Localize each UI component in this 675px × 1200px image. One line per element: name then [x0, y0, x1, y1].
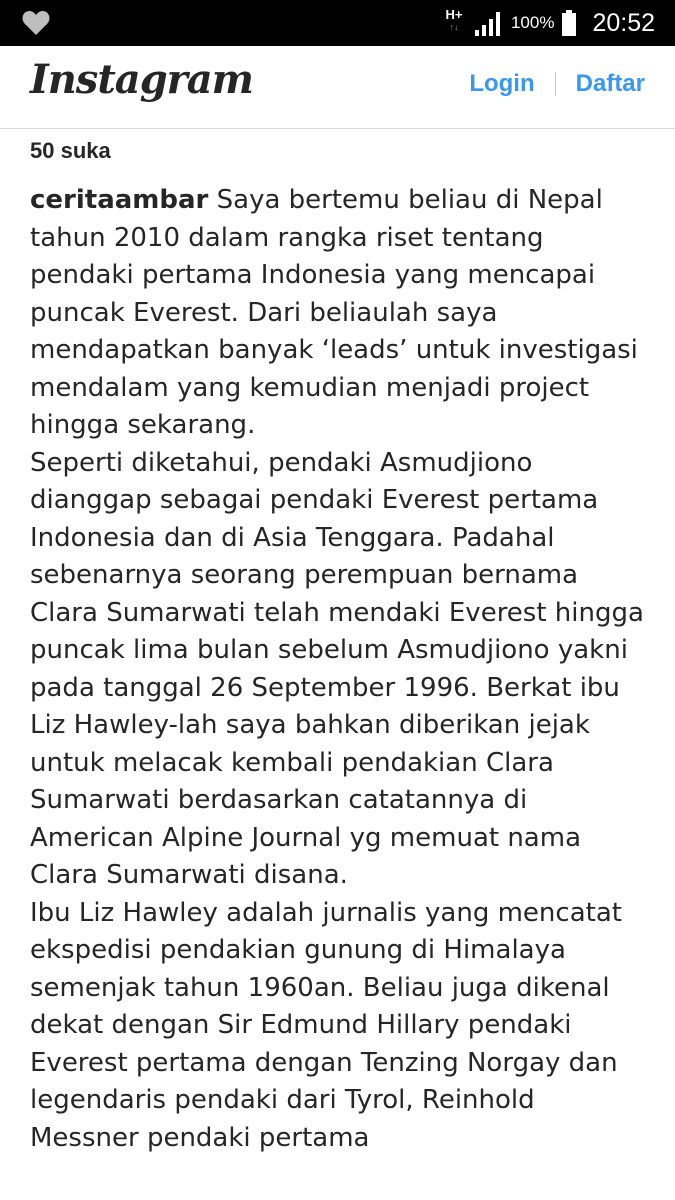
network-type: H+ ↑↓ [443, 9, 465, 33]
username-link[interactable]: ceritaambar [30, 185, 209, 215]
clock: 20:52 [592, 8, 655, 37]
caption-paragraph: Seperti diketahui, pendaki Asmudjiono dianggap sebagai pendaki Everest pertama Indonesia dan di Asia Tenggara. Padahal sebenarnya seorang perempuan bernama Clara Sumarwati telah mendaki Everest hingga puncak lima bulan sebelum Asmudjiono yakni pada tanggal 26 September 1996. Berkat ibu Liz Hawley-lah saya bahkan diberikan jejak untuk melacak kembali pendakian Clara Sumarwati berdasarkan catatannya di American Alpine Journal yg memuat nama Clara Sumarwati disana. [30, 447, 644, 890]
app-header [0, 46, 675, 129]
status-indicators [443, 0, 655, 46]
caption-paragraph [30, 182, 650, 445]
heart-icon [22, 10, 50, 36]
signup-link[interactable]: Daftar [575, 70, 645, 97]
signal-icon [473, 8, 503, 38]
battery-percent: 100% [510, 13, 555, 32]
instagram-logo[interactable]: Instagram [30, 56, 253, 103]
caption-text: Saya bertemu beliau di Nepal tahun 2010 dalam rangka riset tentang pendaki pertama Indonesia yang mencapai puncak Everest. Dari beliaulah saya mendapatkan banyak ‘leads’ untuk investigasi mendalam yang kemudian menjadi project hingga sekarang. [30, 185, 638, 440]
battery-icon [562, 10, 576, 36]
post-content [30, 136, 650, 1157]
header-actions [469, 70, 645, 98]
login-link[interactable]: Login [469, 70, 535, 97]
network-arrows: ↑↓ [449, 22, 459, 32]
header-divider [555, 72, 556, 96]
status-bar [0, 0, 675, 46]
post-caption [30, 182, 650, 1157]
likes-count[interactable]: 50 suka [30, 138, 111, 163]
caption-paragraph: Ibu Liz Hawley adalah jurnalis yang mencatat ekspedisi pendakian gunung di Himalaya semenjak tahun 1960an. Beliau juga dikenal dekat dengan Sir Edmund Hillary pendaki Everest pertama dengan Tenzing Norgay dan legendaris pendaki dari Tyrol, Reinhold Messner pendaki pertama [30, 897, 622, 1153]
